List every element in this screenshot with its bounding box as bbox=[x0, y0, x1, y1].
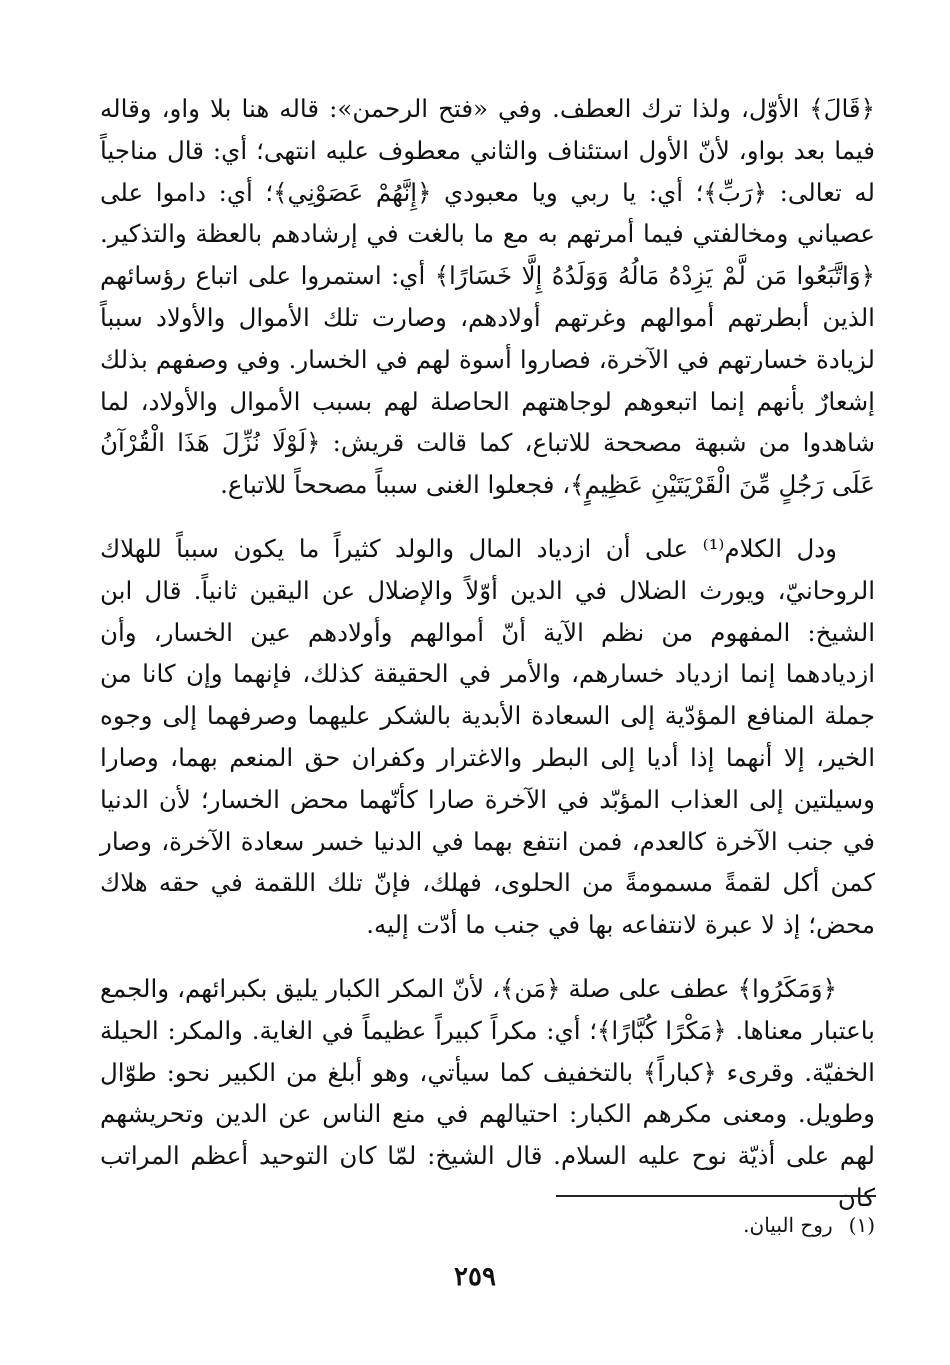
page-number: ٢٥٩ bbox=[454, 1262, 496, 1292]
main-text bbox=[100, 88, 875, 1219]
paragraph-2: ودل الكلام⁽¹⁾ على أن ازدياد المال والولد كثيراً ما يكون سبباً للهلاك الروحانيّ، ويورث الضلال في الدين أوّلاً والإضلال عن اليقين ثانياً. قال ابن الشيخ: المفهوم من نظم الآية أنّ أموالهم وأولادهم عين الخسار، وأن ازديادهما إنما ازدياد خسارهم، والأمر في الحقيقة كذلك، فإنهما وإن كانا من جملة المنافع المؤدّية إلى السعادة الأبدية بالشكر عليهما وصرفهما إلى وجوه الخير، إلا أنهما إذا أديا إلى البطر والاغترار وكفران حق المنعم بهما، وصارا وسيلتين إلى العذاب المؤبّد في الآخرة صارا كأنّهما محض الخسار؛ لأن الدنيا في جنب الآخرة كالعدم، فمن انتفع بهما في الدنيا خسر سعادة الآخرة، وصار كمن أكل لقمةً مسمومةً من الحلوى، فهلك، فإنّ تلك اللقمة في حقه هلاك محض؛ إذ لا عبرة لانتفاعه بها في جنب ما أدّت إليه. bbox=[100, 533, 875, 940]
footnote-number: (١) bbox=[848, 1213, 875, 1237]
paragraph-3: ﴿وَمَكَرُوا﴾ عطف على صلة ﴿مَن﴾، لأنّ المكر الكبار يليق بكبرائهم، والجمع باعتبار معناها. ﴿مَكْرًا كُبَّارًا﴾؛ أي: مكراً كبيراً عظيماً في الغاية. والمكر: الحيلة الخفيّة. وقرىء ﴿كباراً﴾ بالتخفيف كما سيأتي، وهو أبلغ من الكبير نحو: طوّال وطويل. ومعنى مكرهم الكبار: احتيالهم في منع الناس عن الدين وتحريشهم لهم على أذيّة نوح عليه السلام. قال الشيخ: لمّا كان التوحيد أعظم المراتب كان bbox=[100, 973, 875, 1212]
footnote-divider bbox=[556, 1195, 876, 1197]
paragraph-1: ﴿قَالَ﴾ الأوّل، ولذا ترك العطف. وفي «فتح الرحمن»: قاله هنا بلا واو، وقاله فيما بعد بواو، لأنّ الأول استئناف والثاني معطوف عليه انتهى؛ أي: قال مناجياً له تعالى: ﴿رَبِّ﴾؛ أي: يا ربي ويا معبودي ﴿إِنَّهُمْ عَصَوْنِي﴾؛ أي: داموا على عصياني ومخالفتي فيما أمرتهم به مع ما بالغت في إرشادهم بالعظة والتذكير. ﴿وَاتَّبَعُوا مَن لَّمْ يَزِدْهُ مَالُهُ وَوَلَدُهُ إِلَّا خَسَارًا﴾ أي: استمروا على اتباع رؤسائهم الذين أبطرتهم أموالهم وغرتهم أولادهم، وصارت تلك الأموال والأولاد سبباً لزيادة خسارتهم في الآخرة، فصاروا أسوة لهم في الخسار. وفي وصفهم بذلك إشعارٌ بأنهم إنما اتبعوهم لوجاهتهم الحاصلة لهم بسبب الأموال والأولاد، لما شاهدوا من شبهة مصححة للاتباع، كما قالت قريش: ﴿لَوْلَا نُزِّلَ هَذَا الْقُرْآنُ عَلَى رَجُلٍ مِّنَ الْقَرْيَتَيْنِ عَظِيمٍ﴾، فجعلوا الغنى سبباً مصححاً للاتباع. bbox=[100, 94, 875, 500]
footnote-text: روح البيان. bbox=[743, 1213, 833, 1237]
footnote bbox=[743, 1210, 875, 1240]
